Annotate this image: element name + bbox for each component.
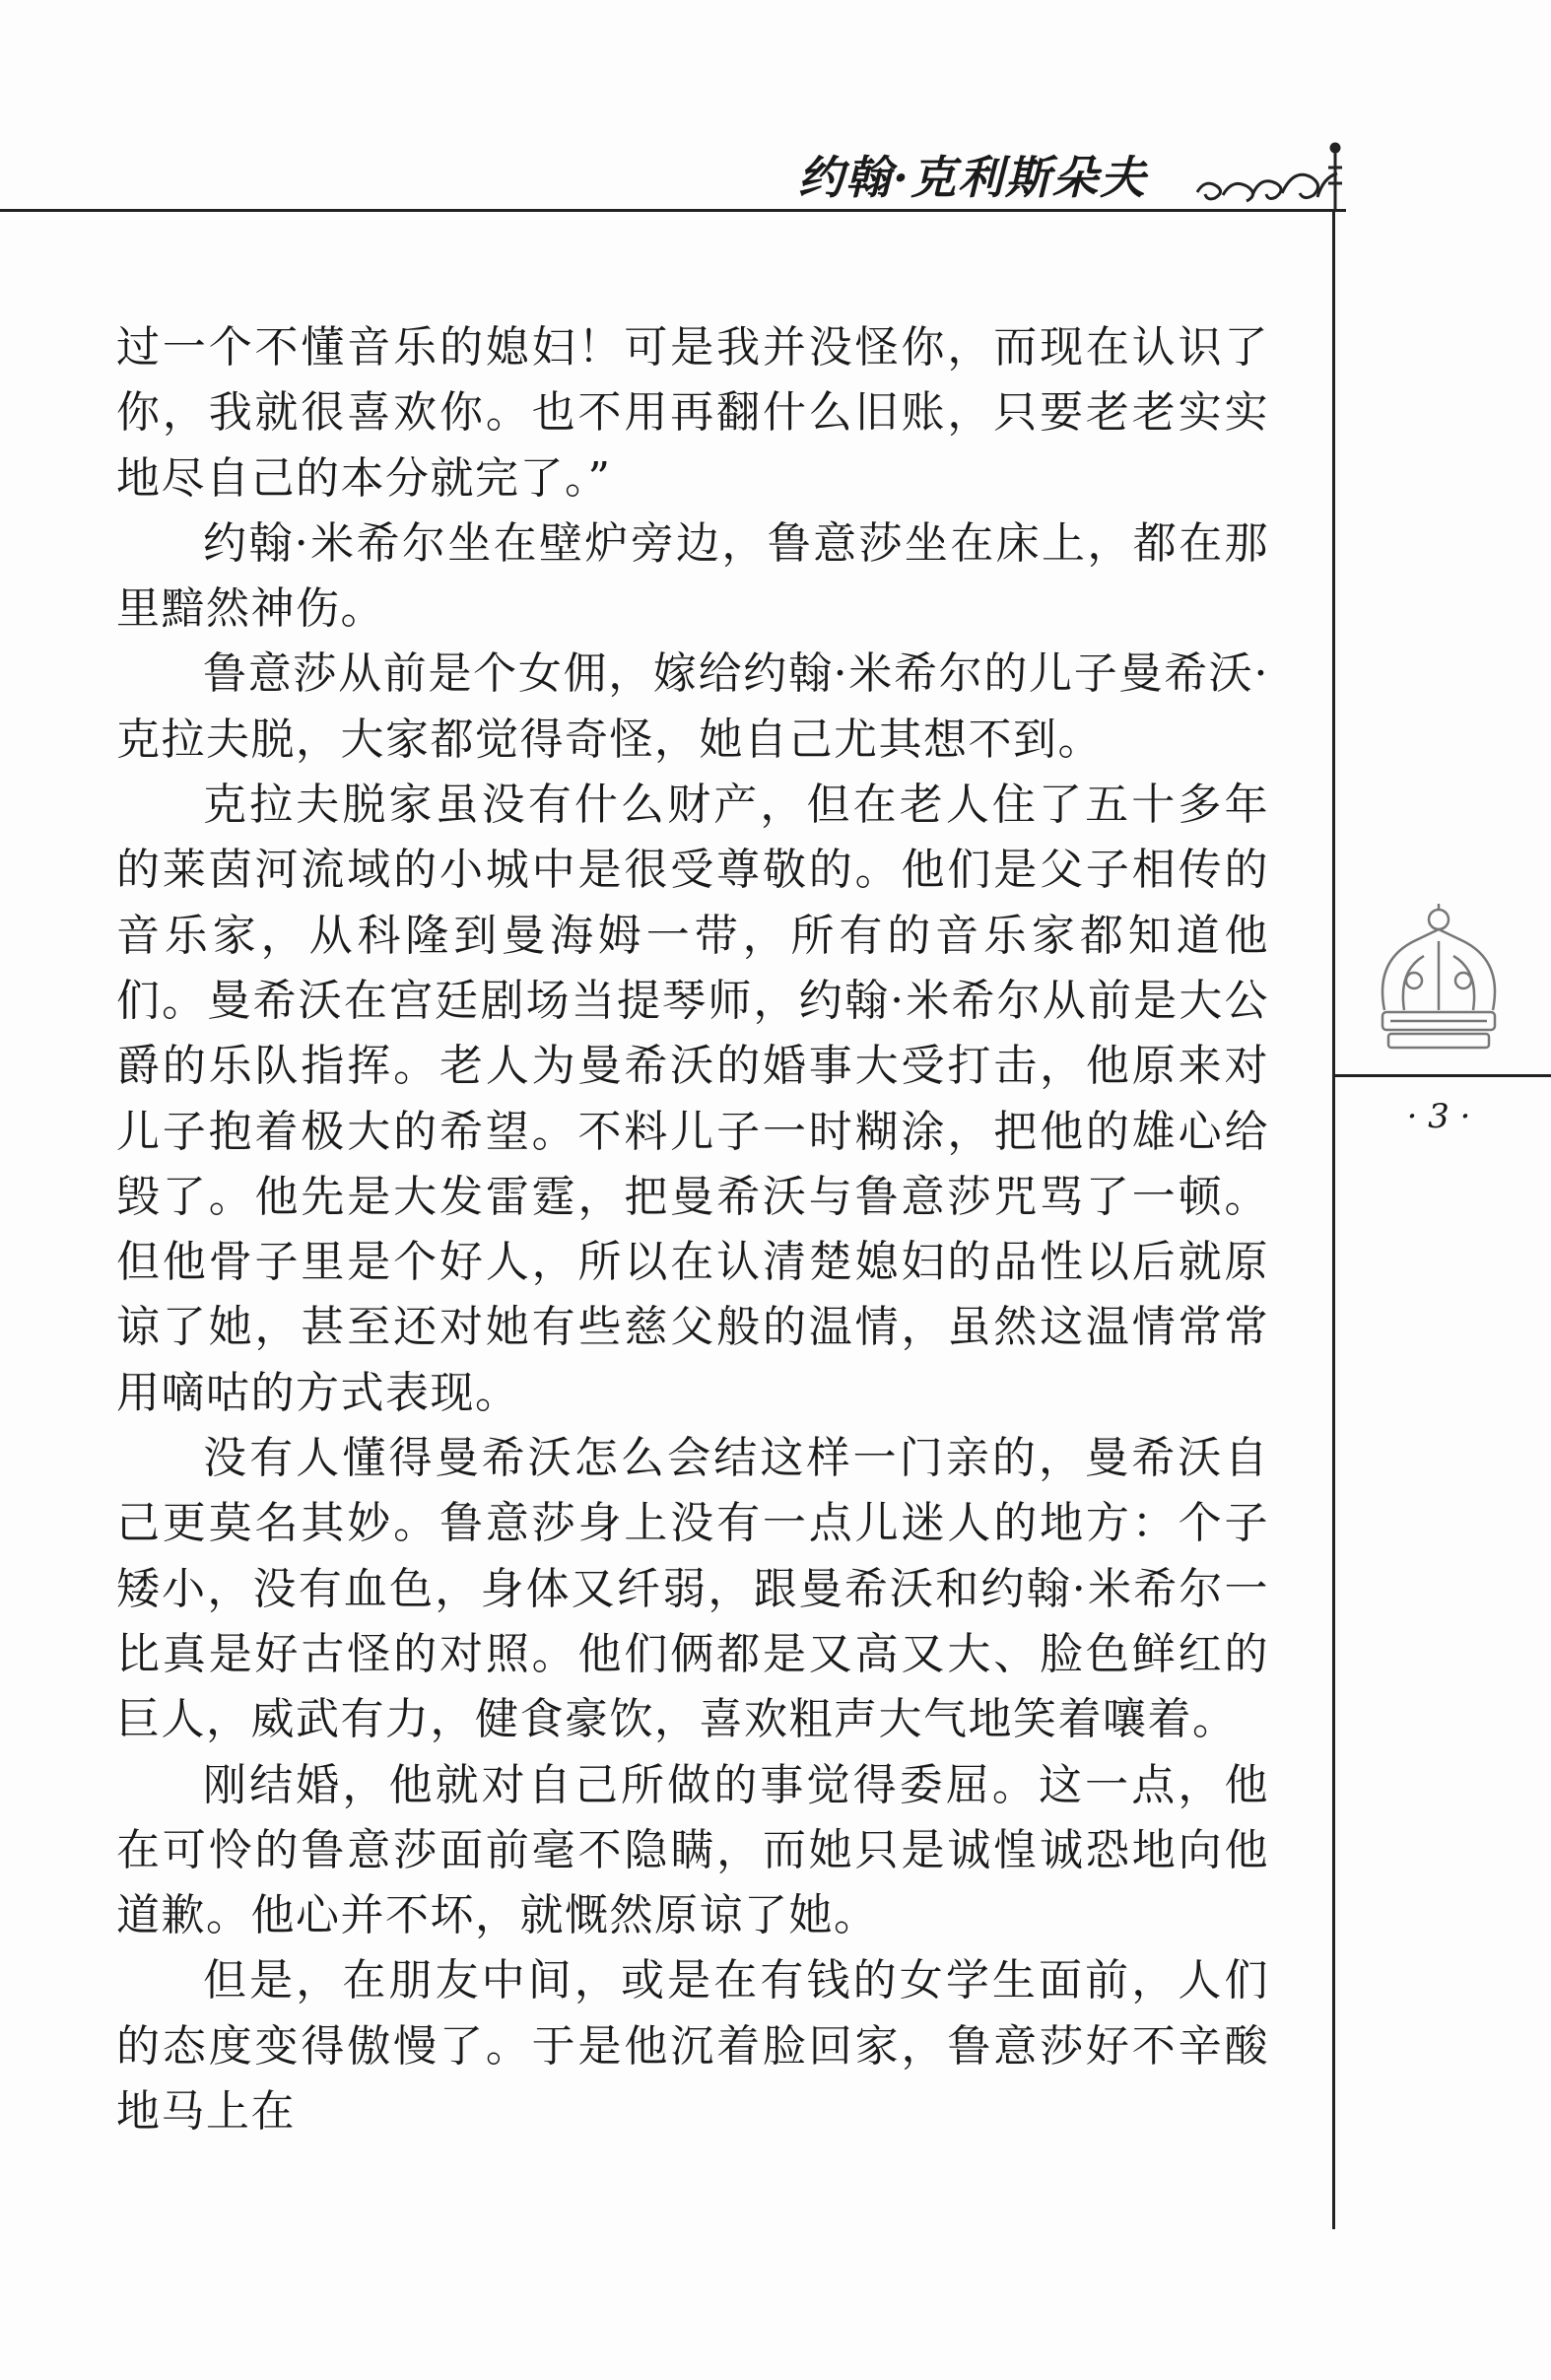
paragraph: 克拉夫脱家虽没有什么财产，但在老人住了五十多年的莱茵河流域的小城中是很受尊敬的。他们是父子相传的音乐家，从科隆到曼海姆一带，所有的音乐家都知道他们。曼希沃在宫廷剧场当提琴师，约翰·米希尔从前是大公爵的乐队指挥。老人为曼希沃的婚事大受打击，他原来对儿子抱着极大的希望。不料儿子一时糊涂，把他的雄心给毁了。他先是大发雷霆，把曼希沃与鲁意莎咒骂了一顿。但他骨子里是个好人，所以在认清楚媳妇的品性以后就原谅了她，甚至还对她有些慈父般的温情，虽然这温情常常用嘀咕的方式表现。 — [116, 780, 1269, 1418]
paragraph: 没有人懂得曼希沃怎么会结这样一门亲的，曼希沃自己更莫名其妙。鲁意莎身上没有一点儿迷人的地方：个子矮小，没有血色，身体又纤弱，跟曼希沃和约翰·米希尔一比真是好古怪的对照。他们俩都是又高又大、脸色鲜红的巨人，威武有力，健食豪饮，喜欢粗声大气地笑着嚷着。 — [116, 1433, 1269, 1745]
paragraph: 约翰·米希尔坐在壁炉旁边，鲁意莎坐在床上，都在那里黯然神伤。 — [116, 517, 1269, 635]
paragraph: 刚结婚，他就对自己所做的事觉得委屈。这一点，他在可怜的鲁意莎面前毫不隐瞒，而她只是诚惶诚恐地向他道歉。他心并不坏，就慨然原谅了她。 — [116, 1759, 1269, 1941]
margin-rule — [1332, 209, 1335, 2229]
header-rule — [0, 209, 1346, 212]
running-title: 约翰·克利斯朵夫 — [798, 151, 1148, 204]
paragraph: 过一个不懂音乐的媳妇！可是我并没怪你，而现在认识了你，我就很喜欢你。也不用再翻什么旧账，只要老老实实地尽自己的本分就完了。” — [116, 322, 1269, 504]
page-number-rule — [1335, 1074, 1551, 1077]
body-text — [116, 315, 1269, 2188]
page-number: · 3 · — [1406, 1097, 1471, 1136]
scroll-ornament-icon — [1187, 138, 1355, 217]
crown-ornament-icon — [1365, 902, 1513, 1059]
paragraph: 但是，在朋友中间，或是在有钱的女学生面前，人们的态度变得傲慢了。于是他沉着脸回家，鲁意莎好不辛酸地马上在 — [116, 1955, 1269, 2138]
paragraph: 鲁意莎从前是个女佣，嫁给约翰·米希尔的儿子曼希沃·克拉夫脱，大家都觉得奇怪，她自己尤其想不到。 — [116, 648, 1269, 765]
